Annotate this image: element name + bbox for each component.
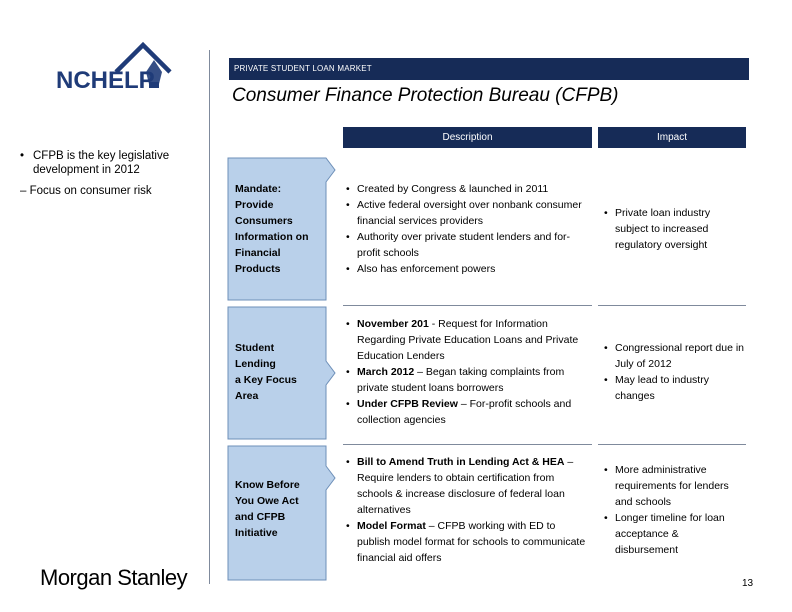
row-divider <box>598 444 746 445</box>
row-divider <box>598 305 746 306</box>
chevron-student-lending <box>228 307 335 439</box>
bullet-dot-icon: • <box>346 520 350 532</box>
bullet-dot-icon: • <box>604 207 608 219</box>
list-item: • November 201 - Request for Information Regarding Private Education Loans and Private Education Lenders <box>346 318 579 362</box>
left-bullet-main <box>20 149 200 177</box>
description-cell-mandate <box>346 181 590 277</box>
list-item: • More administrative requirements for lenders and schools <box>604 464 729 508</box>
bullet-dot-icon: • <box>604 464 608 476</box>
bullet-dot-icon: • <box>20 150 25 162</box>
list-item: • Bill to Amend Truth in Lending Act & HEA – Require lenders to obtain certification from schools & increase disclosure of federal loan alternatives <box>346 456 574 516</box>
list-item: • Model Format – CFPB working with ED to publish model format for schools to communicate financial aid offers <box>346 520 586 564</box>
bullet-dot-icon: • <box>346 366 350 378</box>
row-divider <box>343 305 592 306</box>
bullet-dot-icon: • <box>346 231 350 243</box>
list-item: • Also has enforcement powers <box>346 263 496 275</box>
page-title: Consumer Finance Protection Bureau (CFPB) <box>232 85 619 106</box>
bullet-dot-icon: • <box>604 342 608 354</box>
list-item: • Active federal oversight over nonbank consumer financial services providers <box>346 199 582 227</box>
bullet-dot-icon: • <box>604 512 608 524</box>
description-cell-know-before <box>346 454 590 566</box>
list-item: • May lead to industry changes <box>604 374 709 402</box>
chevron-label: Know Before You Owe Act and CFPB Initiative <box>235 479 300 539</box>
chevron-know-before-you-owe <box>228 446 335 580</box>
chevron-mandate <box>228 158 335 300</box>
logo-text: NCHELP <box>56 67 155 94</box>
list-item: • Authority over private student lenders and for-profit schools <box>346 231 571 259</box>
column-header-impact: Impact <box>598 127 746 148</box>
section-header-band <box>229 58 749 80</box>
left-bullet-list <box>20 149 200 198</box>
list-item: • Longer timeline for loan acceptance & disbursement <box>604 512 725 556</box>
bullet-dot-icon: • <box>346 456 350 468</box>
bullet-dot-icon: • <box>346 398 350 410</box>
column-header-description: Description <box>343 127 592 148</box>
left-bullet-sub: – Focus on consumer risk <box>20 185 152 197</box>
list-item: • Congressional report due in July of 2012 <box>604 342 744 370</box>
list-item: • Under CFPB Review – For-profit schools and collection agencies <box>346 398 572 426</box>
vertical-divider <box>209 50 210 584</box>
page-number: 13 <box>742 578 754 589</box>
impact-cell-know-before <box>604 462 744 558</box>
list-item: • Created by Congress & launched in 2011 <box>346 183 549 195</box>
section-header-text: PRIVATE STUDENT LOAN MARKET <box>234 64 372 73</box>
list-item: • Private loan industry subject to increased regulatory oversight <box>604 207 711 251</box>
description-cell-student-lending <box>346 316 590 428</box>
bullet-dot-icon: • <box>604 374 608 386</box>
impact-cell-student-lending <box>604 340 744 404</box>
chevron-label: Student Lending a Key Focus Area <box>235 342 297 402</box>
bullet-dot-icon: • <box>346 318 350 330</box>
chevron-label: Mandate: Provide Consumers Information on Financial Products <box>235 183 309 275</box>
left-bullet-main-text: CFPB is the key legislative development in 2012 <box>33 150 170 176</box>
bullet-dot-icon: • <box>346 263 350 275</box>
list-item: • March 2012 – Began taking complaints from private student loans borrowers <box>346 366 565 394</box>
morgan-stanley-logo: Morgan Stanley <box>40 565 188 590</box>
row-divider <box>343 444 592 445</box>
bullet-dot-icon: • <box>346 183 350 195</box>
impact-cell-mandate <box>604 205 744 253</box>
nchelp-logo <box>46 30 186 100</box>
bullet-dot-icon: • <box>346 199 350 211</box>
